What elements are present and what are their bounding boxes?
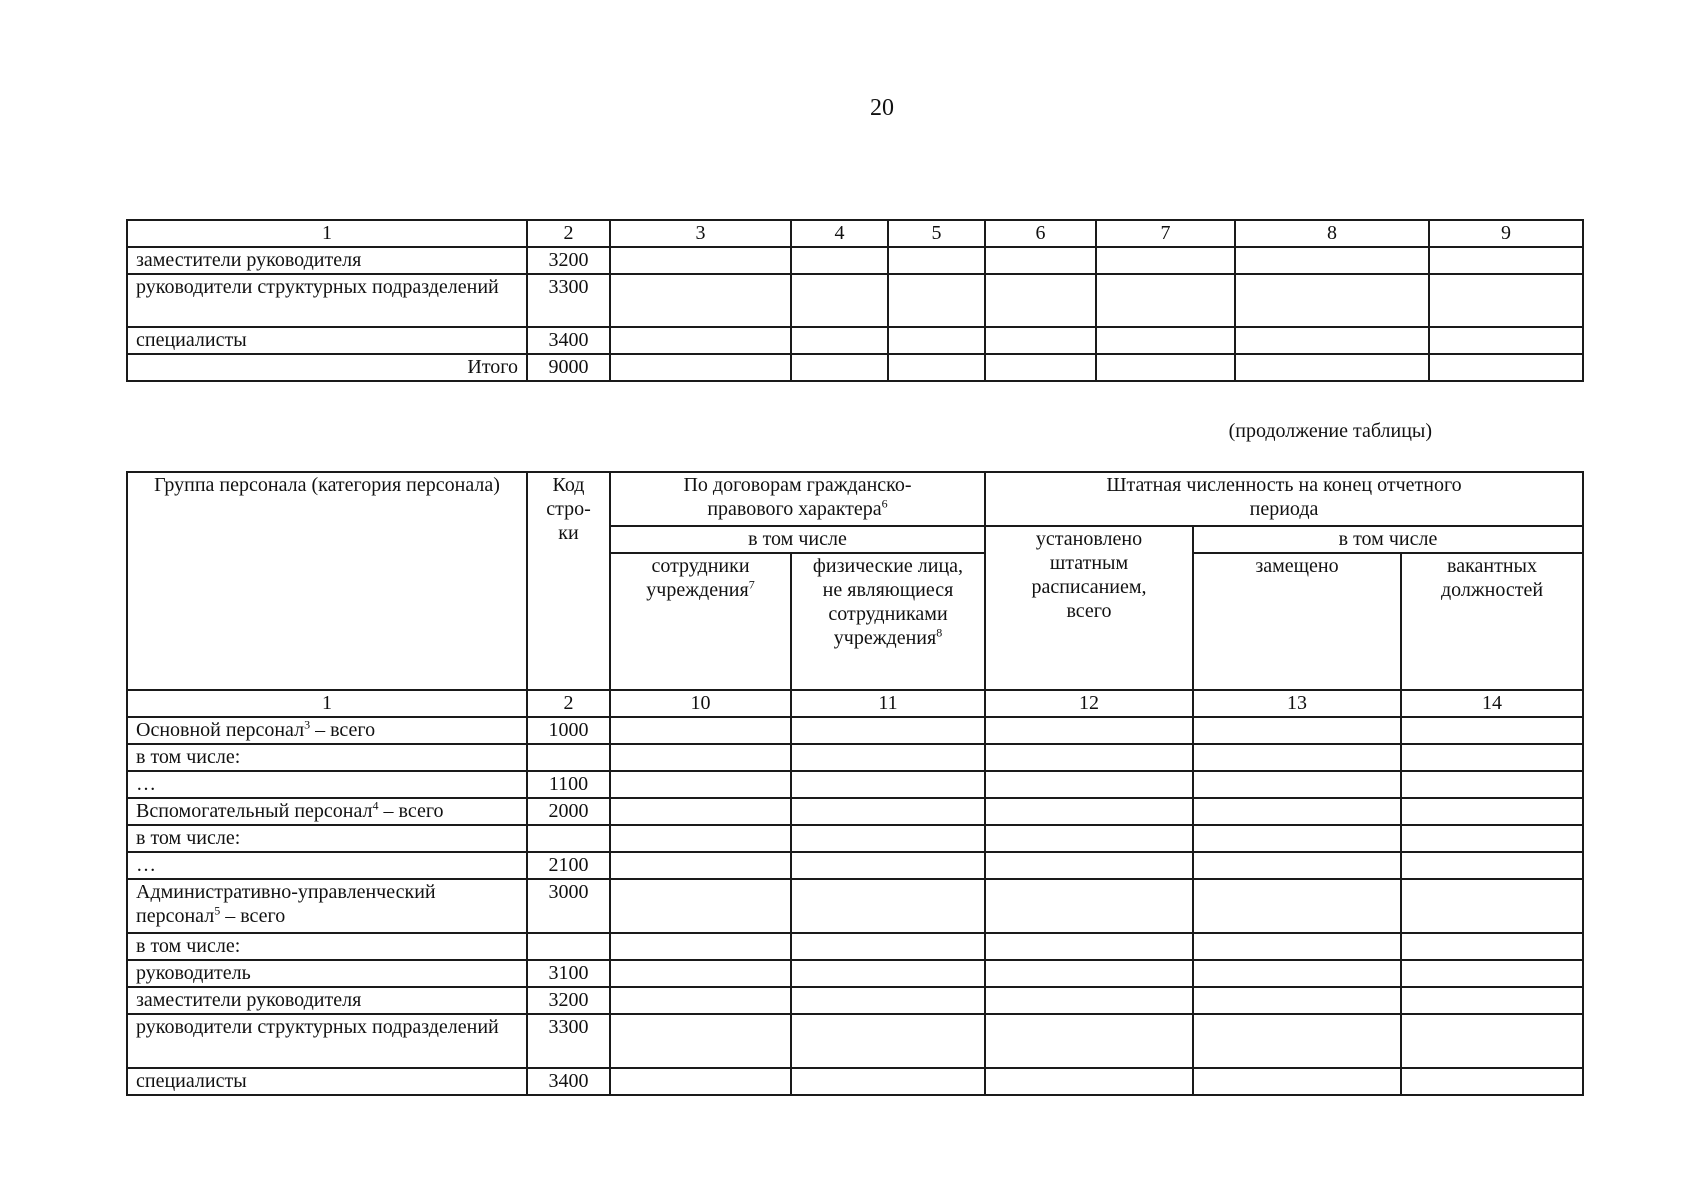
column-number: 14	[1401, 690, 1583, 717]
column-number: 3	[610, 220, 791, 247]
row-code	[527, 933, 610, 960]
column-number: 8	[1235, 220, 1429, 247]
data-cell[interactable]	[791, 879, 985, 933]
column-number: 1	[127, 690, 527, 717]
header-established	[985, 526, 1193, 690]
data-cell[interactable]	[1401, 798, 1583, 825]
data-cell[interactable]	[610, 354, 791, 381]
table-row	[127, 798, 1583, 825]
footnote-mark: 3	[304, 717, 311, 732]
header-row-1	[127, 472, 1583, 526]
data-cell[interactable]	[985, 247, 1096, 274]
header-group	[127, 472, 527, 690]
row-label-suffix: – всего	[220, 905, 286, 927]
column-number: 9	[1429, 220, 1583, 247]
footnote-mark: 4	[372, 798, 379, 813]
row-label	[127, 852, 527, 879]
data-cell[interactable]	[791, 798, 985, 825]
data-cell[interactable]	[791, 354, 888, 381]
header-established-text: установлено штатным расписанием, всего	[1031, 528, 1147, 622]
row-label	[127, 960, 527, 987]
header-code	[527, 472, 610, 690]
data-cell[interactable]	[791, 717, 985, 744]
row-code	[527, 825, 610, 852]
data-cell[interactable]	[1401, 717, 1583, 744]
data-cell[interactable]	[1193, 771, 1401, 798]
table-row	[127, 274, 1583, 327]
data-cell[interactable]	[610, 247, 791, 274]
column-number: 2	[527, 690, 610, 717]
data-cell[interactable]	[1401, 879, 1583, 933]
header-physical-persons	[791, 553, 985, 690]
row-label-text: заместители руководителя	[136, 989, 362, 1011]
table-row	[127, 744, 1583, 771]
column-number: 12	[985, 690, 1193, 717]
data-cell[interactable]	[610, 987, 791, 1014]
data-cell[interactable]	[791, 825, 985, 852]
data-cell[interactable]	[985, 771, 1193, 798]
data-cell[interactable]	[791, 274, 888, 327]
row-code: 3400	[527, 1068, 610, 1095]
row-label-text: специалисты	[136, 1070, 247, 1092]
data-cell[interactable]	[791, 1014, 985, 1068]
data-cell[interactable]	[610, 933, 791, 960]
data-cell[interactable]	[1096, 327, 1235, 354]
row-label-suffix: – всего	[310, 719, 376, 741]
data-cell[interactable]	[610, 771, 791, 798]
data-cell[interactable]	[791, 744, 985, 771]
data-cell[interactable]	[985, 825, 1193, 852]
row-label	[127, 987, 527, 1014]
data-cell[interactable]	[1193, 879, 1401, 933]
row-code	[527, 744, 610, 771]
data-cell[interactable]	[610, 825, 791, 852]
header-filled: замещено	[1193, 553, 1401, 690]
row-label-text: в том числе:	[136, 935, 241, 957]
column-number: 7	[1096, 220, 1235, 247]
data-cell[interactable]	[610, 960, 791, 987]
column-number: 5	[888, 220, 985, 247]
total-row	[127, 354, 1583, 381]
data-cell[interactable]	[1401, 1014, 1583, 1068]
data-cell[interactable]	[1096, 247, 1235, 274]
row-label-text: …	[136, 854, 156, 876]
data-cell[interactable]	[1193, 1068, 1401, 1095]
header-code-text: Код стро-ки	[546, 474, 591, 544]
table-staffing	[126, 471, 1584, 1096]
data-cell[interactable]	[888, 247, 985, 274]
data-cell[interactable]	[985, 744, 1193, 771]
row-code: 3200	[527, 987, 610, 1014]
data-cell[interactable]	[1401, 771, 1583, 798]
row-code: 3100	[527, 960, 610, 987]
row-code: 1000	[527, 717, 610, 744]
data-cell[interactable]	[1193, 1014, 1401, 1068]
table-row	[127, 879, 1583, 933]
footnote-mark: 6	[881, 496, 888, 511]
data-cell[interactable]	[791, 327, 888, 354]
data-cell[interactable]	[985, 327, 1096, 354]
row-label	[127, 1068, 527, 1095]
row-label-text: …	[136, 773, 156, 795]
data-cell[interactable]	[1429, 354, 1583, 381]
data-cell[interactable]	[1401, 744, 1583, 771]
data-cell[interactable]	[1401, 852, 1583, 879]
row-label-text: Административно-управленческий персонал	[136, 881, 436, 927]
row-label: руководители структурных подразделений	[127, 274, 527, 327]
table-row	[127, 327, 1583, 354]
data-cell[interactable]	[985, 274, 1096, 327]
row-label-text: руководители структурных подразделений	[136, 1016, 499, 1038]
header-including-a: в том числе	[610, 526, 985, 553]
row-label-text: руководитель	[136, 962, 251, 984]
data-cell[interactable]	[791, 247, 888, 274]
row-code: 3300	[527, 274, 610, 327]
table-row	[127, 933, 1583, 960]
data-cell[interactable]	[985, 879, 1193, 933]
data-cell[interactable]	[610, 852, 791, 879]
column-number: 10	[610, 690, 791, 717]
row-code: 2000	[527, 798, 610, 825]
data-cell[interactable]	[1193, 717, 1401, 744]
data-cell[interactable]	[791, 1068, 985, 1095]
table-top-continuation	[126, 219, 1584, 382]
row-label-text: Вспомогательный персонал	[136, 800, 373, 822]
data-cell[interactable]	[791, 852, 985, 879]
column-number: 13	[1193, 690, 1401, 717]
row-label-text: Основной персонал	[136, 719, 305, 741]
header-vacant: вакантных должностей	[1401, 553, 1583, 690]
row-label	[127, 744, 527, 771]
table-row	[127, 1068, 1583, 1095]
data-cell[interactable]	[1193, 852, 1401, 879]
row-label-suffix: – всего	[378, 800, 444, 822]
data-cell[interactable]	[1193, 987, 1401, 1014]
data-cell[interactable]	[985, 987, 1193, 1014]
data-cell[interactable]	[1401, 987, 1583, 1014]
header-group-text: Группа персонала (категория персонала)	[154, 474, 500, 496]
data-cell[interactable]	[1235, 354, 1429, 381]
row-code: 2100	[527, 852, 610, 879]
header-staff-count-text: Штатная численность на конец отчетного периода	[1106, 474, 1462, 520]
header-staff-count	[985, 472, 1583, 526]
data-cell[interactable]	[1401, 825, 1583, 852]
data-cell[interactable]	[791, 933, 985, 960]
data-cell[interactable]	[1429, 247, 1583, 274]
row-label: заместители руководителя	[127, 247, 527, 274]
data-cell[interactable]	[610, 798, 791, 825]
data-cell[interactable]	[985, 933, 1193, 960]
header-civil-contracts	[610, 472, 985, 526]
data-cell[interactable]	[985, 717, 1193, 744]
data-cell[interactable]	[1401, 960, 1583, 987]
data-cell[interactable]	[1096, 274, 1235, 327]
data-cell[interactable]	[610, 274, 791, 327]
header-employees-text: сотрудники учреждения	[646, 555, 750, 601]
data-cell[interactable]	[791, 771, 985, 798]
table-row	[127, 1014, 1583, 1068]
data-cell[interactable]	[985, 1014, 1193, 1068]
data-cell[interactable]	[791, 987, 985, 1014]
row-code: 3000	[527, 879, 610, 933]
row-label	[127, 771, 527, 798]
data-cell[interactable]	[985, 852, 1193, 879]
continuation-note: (продолжение таблицы)	[1228, 420, 1432, 442]
data-cell[interactable]	[1193, 960, 1401, 987]
data-cell[interactable]	[985, 960, 1193, 987]
total-label: Итого	[127, 354, 527, 381]
header-civil-contracts-text: По договорам гражданско-правового характера	[683, 474, 912, 520]
row-label-text: в том числе:	[136, 746, 241, 768]
data-cell[interactable]	[610, 1068, 791, 1095]
data-cell[interactable]	[1401, 1068, 1583, 1095]
row-code: 9000	[527, 354, 610, 381]
data-cell[interactable]	[1401, 933, 1583, 960]
row-label	[127, 1014, 527, 1068]
table-row	[127, 771, 1583, 798]
data-cell[interactable]	[1193, 744, 1401, 771]
table-row	[127, 852, 1583, 879]
row-code: 3200	[527, 247, 610, 274]
table-row	[127, 247, 1583, 274]
header-including-b: в том числе	[1193, 526, 1583, 553]
data-cell[interactable]	[610, 744, 791, 771]
header-physical-persons-text: физические лица, не являющиеся сотрудниками учреждения	[812, 555, 964, 649]
row-label	[127, 933, 527, 960]
data-cell[interactable]	[1429, 274, 1583, 327]
column-number: 2	[527, 220, 610, 247]
table-body	[127, 717, 1583, 1095]
data-cell[interactable]	[1429, 327, 1583, 354]
row-label	[127, 798, 527, 825]
table-row	[127, 960, 1583, 987]
row-code: 3400	[527, 327, 610, 354]
row-label-text: в том числе:	[136, 827, 241, 849]
column-number: 11	[791, 690, 985, 717]
footnote-mark: 7	[748, 577, 755, 592]
column-numbers-row	[127, 220, 1583, 247]
row-code: 3300	[527, 1014, 610, 1068]
data-cell[interactable]	[1235, 327, 1429, 354]
data-cell[interactable]	[1235, 247, 1429, 274]
data-cell[interactable]	[888, 327, 985, 354]
data-cell[interactable]	[1193, 933, 1401, 960]
footnote-mark: 8	[936, 625, 943, 640]
data-cell[interactable]	[610, 327, 791, 354]
column-number: 1	[127, 220, 527, 247]
row-code: 1100	[527, 771, 610, 798]
data-cell[interactable]	[1193, 798, 1401, 825]
row-label: специалисты	[127, 327, 527, 354]
table-row	[127, 987, 1583, 1014]
header-employees	[610, 553, 791, 690]
data-cell[interactable]	[610, 879, 791, 933]
column-number: 4	[791, 220, 888, 247]
data-cell[interactable]	[791, 960, 985, 987]
data-cell[interactable]	[985, 354, 1096, 381]
table-row	[127, 717, 1583, 744]
page-number: 20	[870, 95, 894, 121]
column-numbers-row	[127, 690, 1583, 717]
row-label	[127, 825, 527, 852]
data-cell[interactable]	[985, 798, 1193, 825]
data-cell[interactable]	[1235, 274, 1429, 327]
row-label	[127, 879, 527, 933]
data-cell[interactable]	[888, 354, 985, 381]
row-label	[127, 717, 527, 744]
data-cell[interactable]	[610, 1014, 791, 1068]
data-cell[interactable]	[985, 1068, 1193, 1095]
data-cell[interactable]	[1096, 354, 1235, 381]
data-cell[interactable]	[1193, 825, 1401, 852]
footnote-mark: 5	[214, 903, 221, 918]
table-row	[127, 825, 1583, 852]
column-number: 6	[985, 220, 1096, 247]
data-cell[interactable]	[610, 717, 791, 744]
data-cell[interactable]	[888, 274, 985, 327]
